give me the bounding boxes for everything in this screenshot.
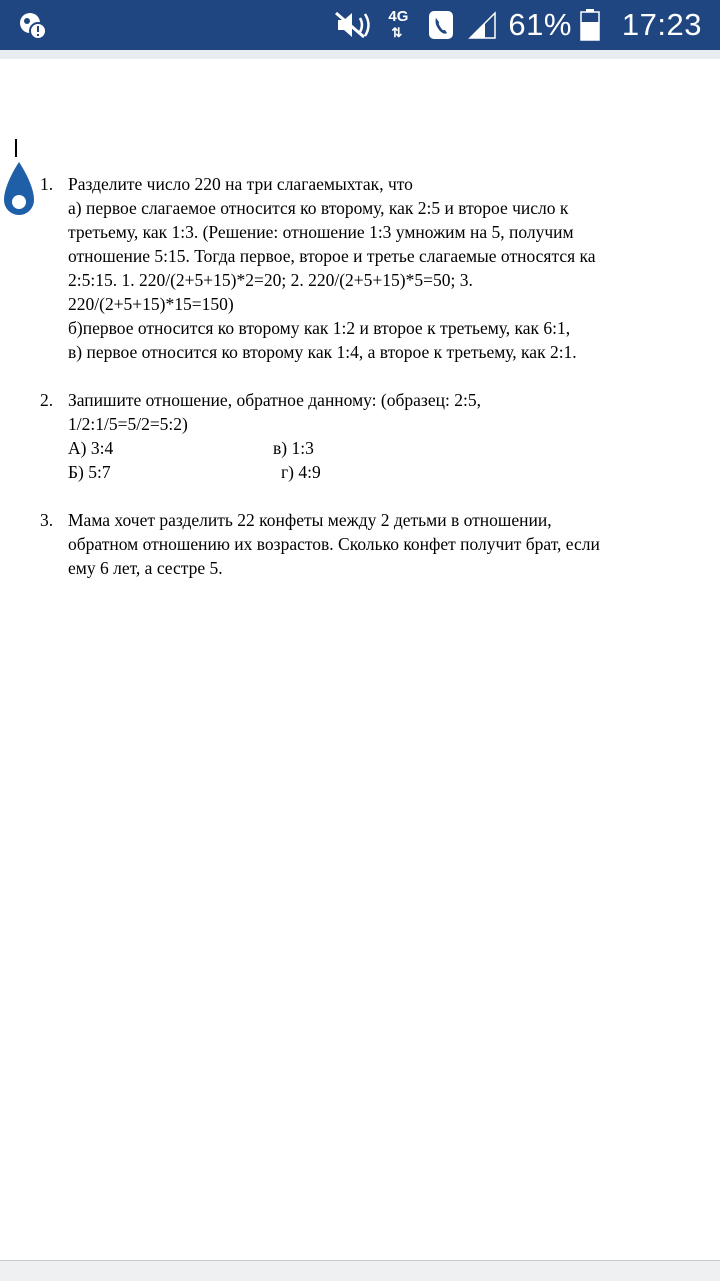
options-row bbox=[68, 436, 700, 460]
options-row bbox=[68, 460, 700, 484]
question-text: а) первое слагаемое относится ко второму, как 2:5 и второе число к bbox=[68, 198, 569, 218]
question-text: б)первое относится ко второму как 1:2 и второе к третьему, как 6:1, bbox=[68, 318, 571, 338]
question-3 bbox=[40, 508, 700, 580]
signal-icon bbox=[468, 11, 496, 39]
status-bar bbox=[0, 0, 720, 50]
bottom-bar bbox=[0, 1260, 720, 1281]
option-v: в) 1:3 bbox=[273, 438, 314, 458]
question-text: 2:5:15. 1. 220/(2+5+15)*2=20; 2. 220/(2+5+15)*5=50; 3. bbox=[68, 270, 473, 290]
network-4g-icon: 4G ⇅ bbox=[388, 8, 409, 40]
option-g: г) 4:9 bbox=[281, 462, 321, 482]
question-text: в) первое относится ко второму как 1:4, а второе к третьему, как 2:1. bbox=[68, 342, 577, 362]
question-text: Разделите число 220 на три слагаемыхтак, что bbox=[68, 174, 413, 194]
text-selection-handle-icon[interactable] bbox=[0, 160, 38, 224]
question-text: Мама хочет разделить 22 конфеты между 2 детьми в отношении, bbox=[68, 510, 552, 530]
question-text: 220/(2+5+15)*15=150) bbox=[68, 294, 234, 314]
question-text: обратном отношению их возрастов. Сколько конфет получит брат, если bbox=[68, 534, 600, 554]
question-number: 3. bbox=[40, 510, 54, 530]
question-text: ему 6 лет, а сестре 5. bbox=[68, 558, 223, 578]
question-1 bbox=[40, 172, 700, 364]
battery-percentage: 61% bbox=[508, 7, 572, 42]
toolbar-separator bbox=[0, 50, 720, 59]
mute-icon bbox=[334, 10, 374, 40]
wifi-call-icon bbox=[428, 10, 454, 40]
clock: 17:23 bbox=[621, 7, 702, 42]
question-text: 1/2:1/5=5/2=5:2) bbox=[68, 414, 188, 434]
network-label: 4G bbox=[388, 8, 409, 25]
question-number: 2. bbox=[40, 390, 54, 410]
option-a: А) 3:4 bbox=[68, 438, 114, 458]
question-text: Запишите отношение, обратное данному: (образец: 2:5, bbox=[68, 390, 481, 410]
question-text: третьему, как 1:3. (Решение: отношение 1:3 умножим на 5, получим bbox=[68, 222, 574, 242]
question-text: отношение 5:15. Тогда первое, второе и третье слагаемые относятся ка bbox=[68, 246, 596, 266]
document-content bbox=[40, 172, 700, 604]
text-cursor bbox=[15, 139, 17, 157]
question-2 bbox=[40, 388, 700, 484]
question-number: 1. bbox=[40, 174, 54, 194]
notification-icon bbox=[18, 11, 48, 41]
battery-icon bbox=[580, 9, 600, 41]
option-b: Б) 5:7 bbox=[68, 462, 111, 482]
